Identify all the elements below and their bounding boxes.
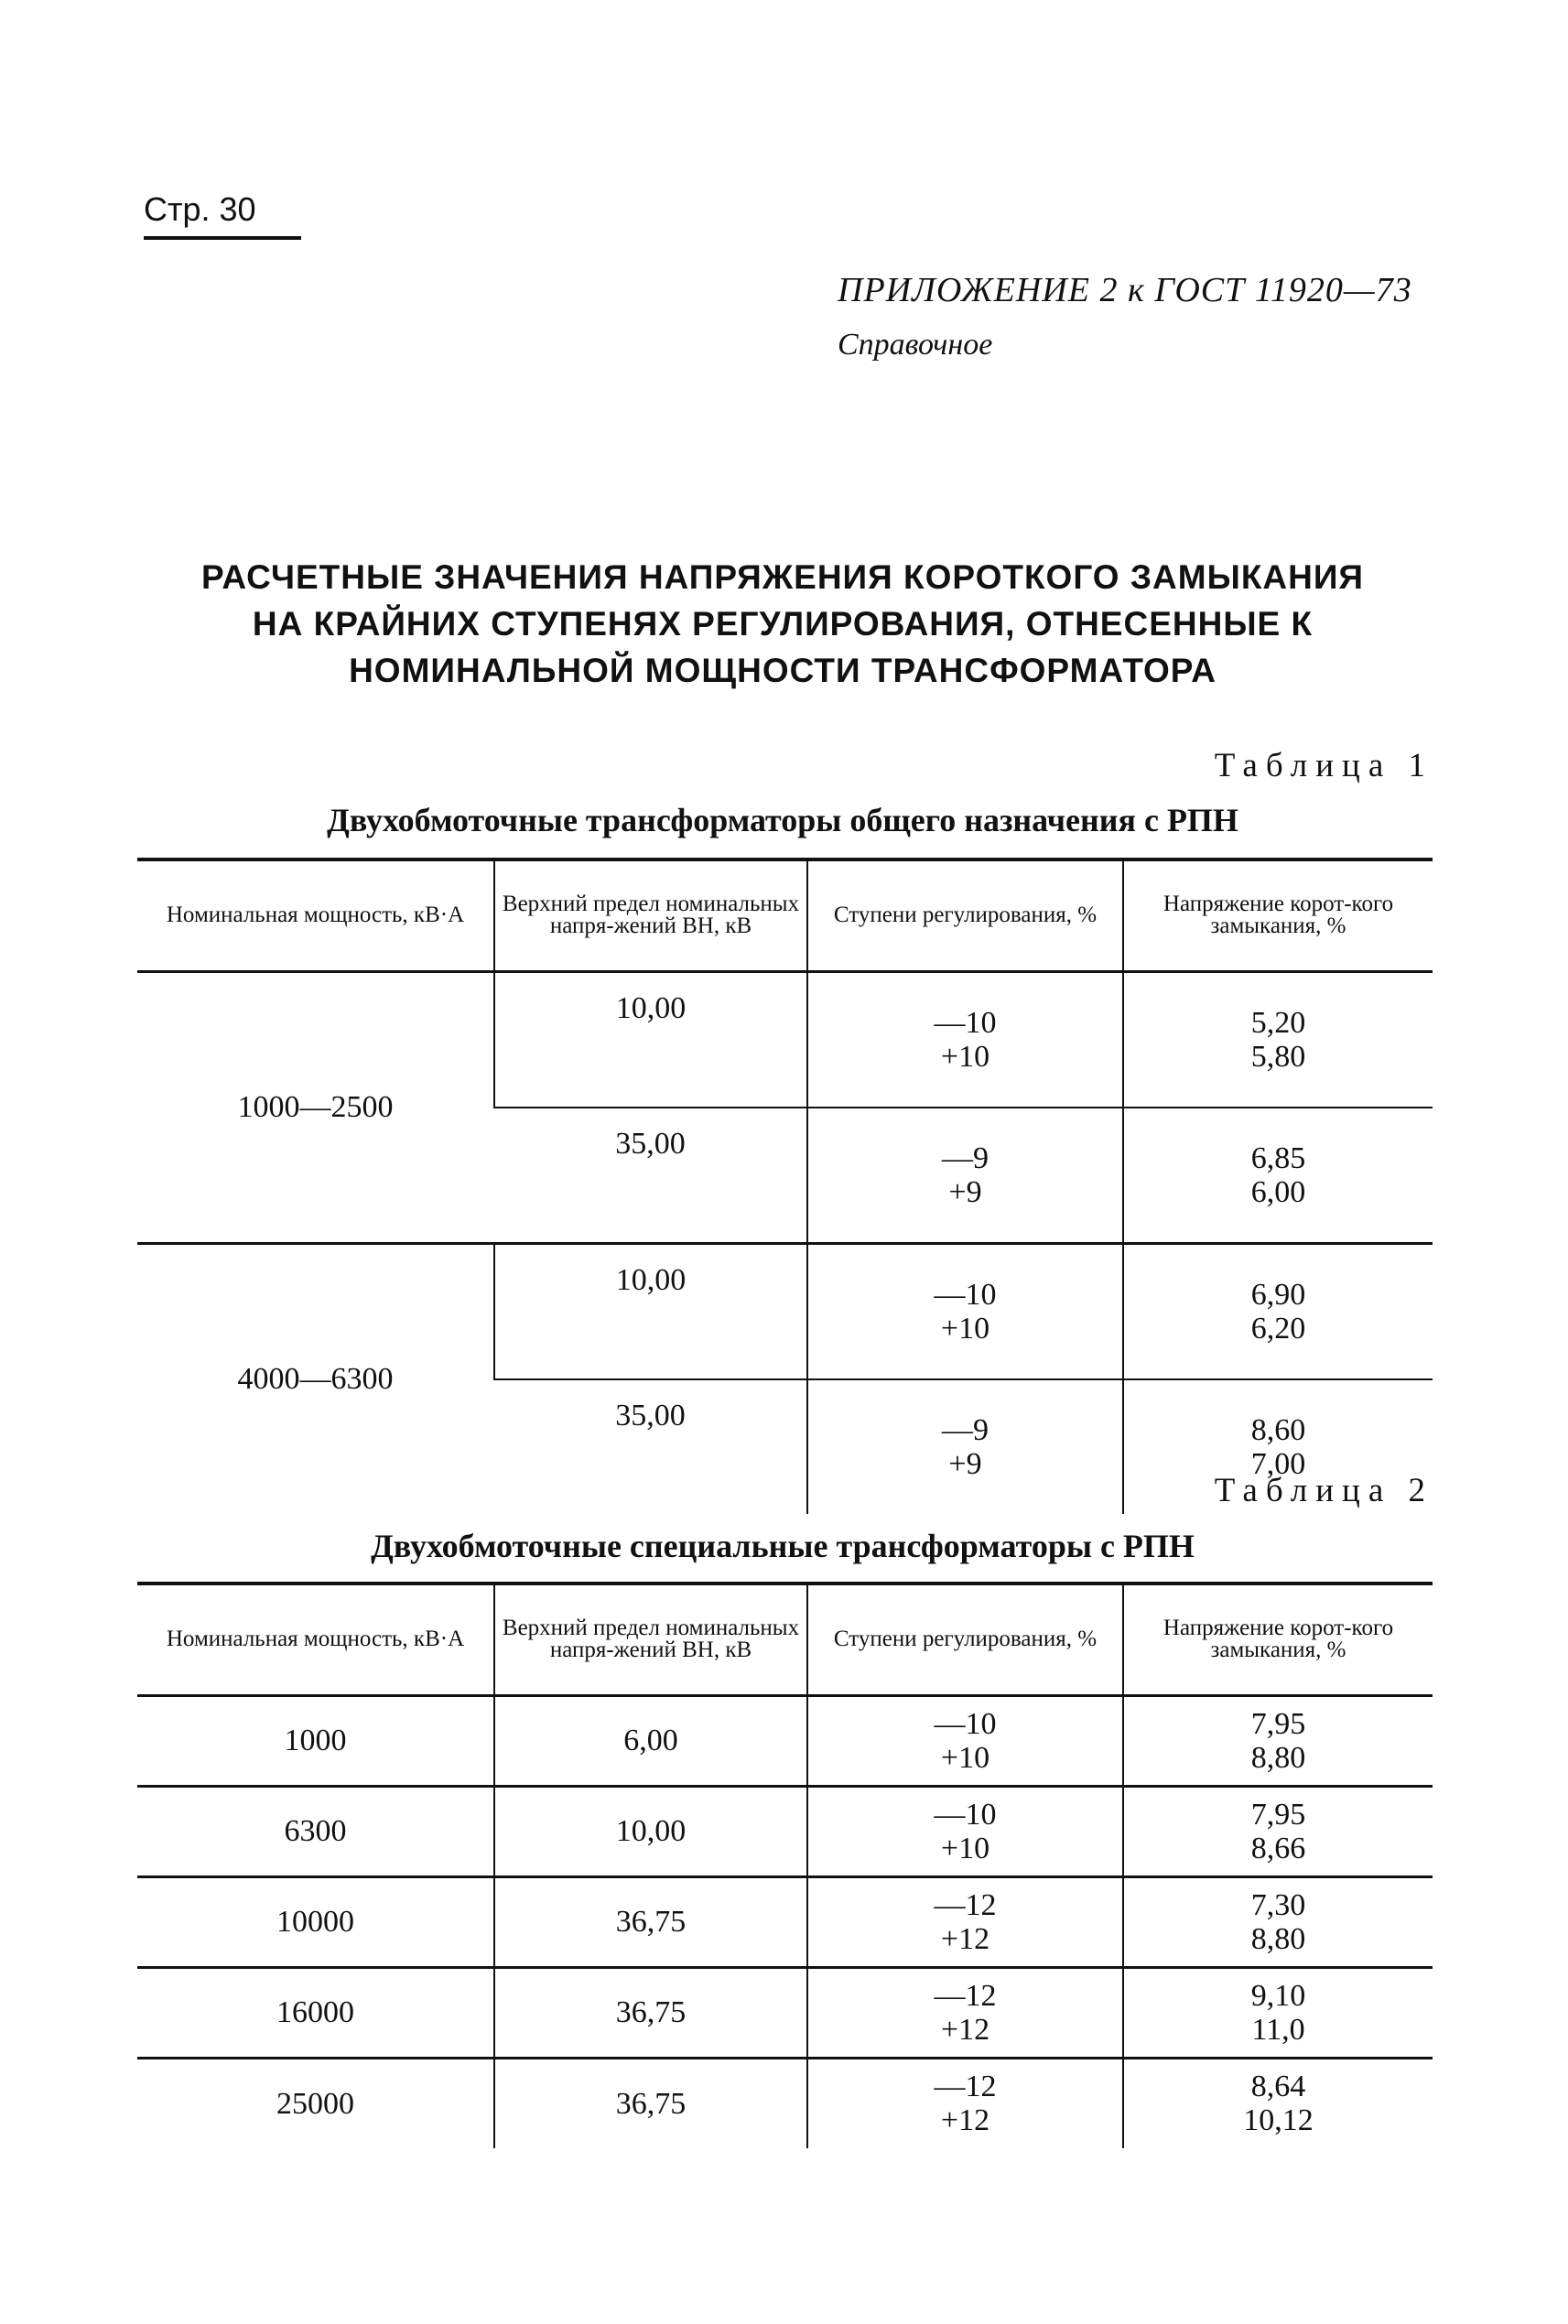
uk-plus: 5,80 [1250,1039,1306,1074]
appendix-type: Справочное [838,328,993,362]
uk-plus: 8,80 [1250,1921,1306,1956]
steps-cell [807,1876,1123,1967]
table2-label: Таблица 2 [1214,1472,1433,1509]
step-minus: —12 [934,1887,997,1922]
power-cell: 10000 [137,1876,494,1967]
uk-cell [1123,971,1433,1108]
table-row [137,1967,1433,2058]
power-cell: 16000 [137,1967,494,2058]
uk-cell [1123,1108,1433,1244]
step-minus: —10 [934,1797,997,1832]
power-cell: 1000 [137,1695,494,1786]
table2-title: Двухобмоточные специальные трансформаторы с РПН [371,1528,1195,1564]
step-plus: +9 [948,1174,982,1209]
voltage-cell: 10,00 [494,971,807,1108]
voltage-cell: 10,00 [494,1243,807,1379]
power-cell: 25000 [276,2086,354,2121]
step-plus: +12 [940,1921,990,1956]
voltage-cell: 6,00 [494,1695,807,1786]
table-row [137,1786,1433,1876]
table-row [137,1243,1433,1379]
table2-header-steps: Ступени регулирования, % [807,1584,1123,1695]
step-minus: —9 [942,1140,989,1175]
uk-cell [1123,1695,1433,1786]
step-plus: +12 [940,2012,990,2047]
steps-cell [807,1786,1123,1876]
table2-header-voltage: Верхний предел номинальных напря-жений ВН, кВ [494,1584,807,1695]
uk-minus: 7,95 [1250,1797,1306,1832]
table1-header-uk: Напряжение корот-кого замыкания, % [1123,859,1433,971]
table-row [137,971,1433,1108]
uk-cell [1123,2058,1433,2148]
voltage-cell: 36,75 [494,1876,807,1967]
steps-cell [807,1108,1123,1244]
step-minus: —10 [934,1277,997,1312]
page-number: Стр. 30 [144,190,256,228]
uk-cell [1123,1786,1433,1876]
step-plus: +10 [940,1311,990,1346]
uk-minus: 7,30 [1250,1887,1306,1922]
uk-plus: 7,00 [1250,1446,1306,1481]
step-minus: —12 [934,1978,997,2013]
uk-minus: 6,90 [1250,1277,1306,1312]
table1-header-power: Номинальная мощность, кВ·А [137,859,494,971]
document-title [137,554,1428,694]
title-line-2: НА КРАЙНИХ СТУПЕНЯХ РЕГУЛИРОВАНИЯ, ОТНЕСЕННЫЕ К [252,605,1314,643]
voltage-cell: 36,75 [494,1967,807,2058]
uk-minus: 7,95 [1250,1706,1306,1741]
table-row [137,1876,1433,1967]
table2-header-uk: Напряжение корот-кого замыкания, % [1123,1584,1433,1695]
uk-minus: 5,20 [1250,1005,1306,1040]
step-minus: —9 [942,1412,989,1447]
table1-header-row [137,859,1433,971]
table1-header-steps: Ступени регулирования, % [807,859,1123,971]
steps-cell [807,1379,1123,1514]
uk-cell [1123,1243,1433,1379]
step-plus: +9 [948,1446,982,1481]
uk-minus: 8,64 [1250,2070,1306,2104]
voltage-cell: 10,00 [494,1786,807,1876]
step-plus: +10 [940,1740,990,1775]
voltage-cell: 36,75 [494,2058,807,2148]
title-line-3: НОМИНАЛЬНОЙ МОЩНОСТИ ТРАНСФОРМАТОРА [349,652,1217,689]
steps-cell [807,1967,1123,2058]
table1-title: Двухобмоточные трансформаторы общего назначения с РПН [327,802,1238,838]
uk-plus: 8,66 [1250,1831,1306,1865]
power-cell: 6300 [137,1786,494,1876]
table1-header-voltage: Верхний предел номинальных напря-жений ВН, кВ [494,859,807,971]
table1 [137,858,1433,1514]
uk-plus: 8,80 [1250,1740,1306,1775]
steps-cell [807,2058,1123,2148]
uk-minus: 8,60 [1250,1412,1306,1447]
step-minus: —10 [934,1706,997,1741]
step-minus: —12 [934,2070,997,2104]
step-plus: +12 [940,2103,990,2138]
uk-plus: 6,00 [1250,1174,1306,1209]
steps-cell [807,971,1123,1108]
table-row [137,1695,1433,1786]
voltage-cell: 35,00 [615,1398,686,1432]
table-row [137,2058,1433,2148]
steps-cell [807,1243,1123,1379]
power-cell: 1000—2500 [137,971,494,1243]
page-number-underline [144,236,301,240]
power-cell: 4000—6300 [237,1362,394,1396]
table2 [137,1582,1433,2148]
uk-plus: 11,0 [1251,2012,1305,2047]
voltage-cell: 35,00 [494,1108,807,1244]
uk-plus: 10,12 [1243,2103,1314,2138]
steps-cell [807,1695,1123,1786]
step-minus: —10 [934,1005,997,1040]
uk-minus: 9,10 [1250,1978,1306,2013]
uk-minus: 6,85 [1250,1140,1306,1175]
step-plus: +10 [940,1831,990,1865]
uk-plus: 6,20 [1250,1311,1306,1346]
title-line-1: РАСЧЕТНЫЕ ЗНАЧЕНИЯ НАПРЯЖЕНИЯ КОРОТКОГО ЗАМЫКАНИЯ [200,558,1365,596]
table2-header-row [137,1584,1433,1695]
appendix-title: ПРИЛОЖЕНИЕ 2 к ГОСТ 11920—73 [838,271,1412,309]
table2-header-power: Номинальная мощность, кВ·А [137,1584,494,1695]
uk-cell [1123,1967,1433,2058]
table1-label: Таблица 1 [1214,747,1433,784]
uk-cell [1123,1876,1433,1967]
step-plus: +10 [940,1039,990,1074]
